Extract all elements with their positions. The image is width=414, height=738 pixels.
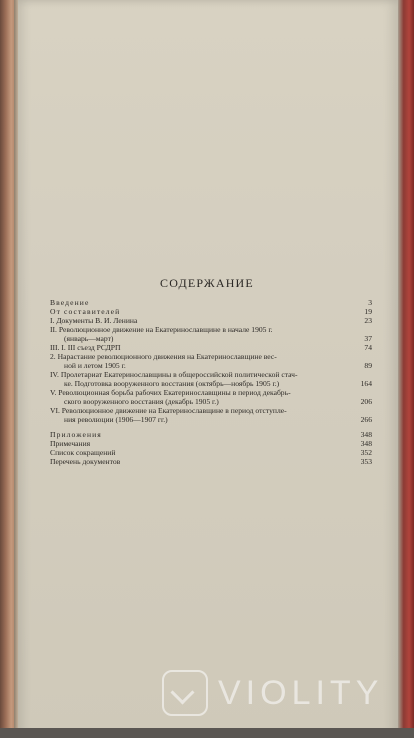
toc-item-introduction (50, 298, 372, 307)
toc-item-section-1 (50, 316, 372, 325)
toc-item-page: 353 (360, 457, 372, 466)
watermark (162, 668, 412, 718)
toc-item-notes (50, 439, 372, 448)
toc-item-text: VI. Революционное движение на Екатеринославщине в период отступле- (50, 406, 287, 415)
toc-item-page: 23 (364, 316, 372, 325)
toc-item-text: Список сокращений (50, 448, 116, 457)
toc-item-continuation: ния революции (1906—1907 гг.) (64, 415, 168, 424)
toc-item-text: IV. Пролетариат Екатеринославщины в общероссийской политической стач- (50, 370, 298, 379)
toc-item-page: 348 (360, 430, 372, 439)
toc-item-text: От составителей (50, 307, 121, 316)
toc-item-text: Примечания (50, 439, 91, 448)
toc-item-appendices (50, 430, 372, 439)
toc-item-text: III. I. III съезд РСДРП (50, 343, 121, 352)
toc-item-abbreviations (50, 448, 372, 457)
toc-item-section-4 (50, 370, 372, 388)
book-spine (0, 0, 14, 738)
violity-logo-icon (162, 670, 208, 716)
toc-title: СОДЕРЖАНИЕ (160, 276, 254, 290)
toc-item-text: Введение (50, 298, 90, 307)
toc-item-continuation: ского вооруженного восстания (декабрь 1905 г.) (64, 397, 219, 406)
toc-item-continuation: (январь—март) (64, 334, 114, 343)
toc-item-page: 19 (364, 307, 372, 316)
toc-item-continuation: ной и летом 1905 г. (64, 361, 126, 370)
toc-list (50, 298, 372, 466)
toc-item-continuation: ке. Подготовка вооруженного восстания (октябрь—ноябрь 1905 г.) (64, 379, 280, 388)
book-cover-edge (398, 0, 414, 738)
toc-item-page: 352 (360, 448, 372, 457)
toc-item-text: V. Революционная борьба рабочих Екатеринославщины в период декабрь- (50, 388, 291, 397)
toc-item-section-3-1 (50, 343, 372, 352)
toc-item-page: 164 (360, 379, 372, 388)
toc-item-text: Приложения (50, 430, 102, 439)
toc-item-text: Перечень документов (50, 457, 121, 466)
toc-item-from-compilers (50, 307, 372, 316)
toc-item-page: 37 (364, 334, 372, 343)
toc-item-text: I. Документы В. И. Ленина (50, 316, 138, 325)
toc-item-page: 3 (368, 298, 372, 307)
toc-item-page: 74 (364, 343, 372, 352)
toc-item-text: II. Революционное движение на Екатеринославщине в начале 1905 г. (50, 325, 273, 334)
toc-item-text: 2. Нарастание революционного движения на Екатеринославщине вес- (50, 352, 277, 361)
toc-item-page: 89 (364, 361, 372, 370)
watermark-text: VIOLITY (218, 673, 384, 712)
toc-item-section-5 (50, 388, 372, 406)
toc-item-section-6 (50, 406, 372, 424)
toc-item-page: 266 (360, 415, 372, 424)
toc-item-page: 348 (360, 439, 372, 448)
toc-item-section-3-2 (50, 352, 372, 370)
toc-item-document-list (50, 457, 372, 466)
toc-item-section-2 (50, 325, 372, 343)
table-surface (0, 728, 414, 738)
toc-item-page: 206 (360, 397, 372, 406)
